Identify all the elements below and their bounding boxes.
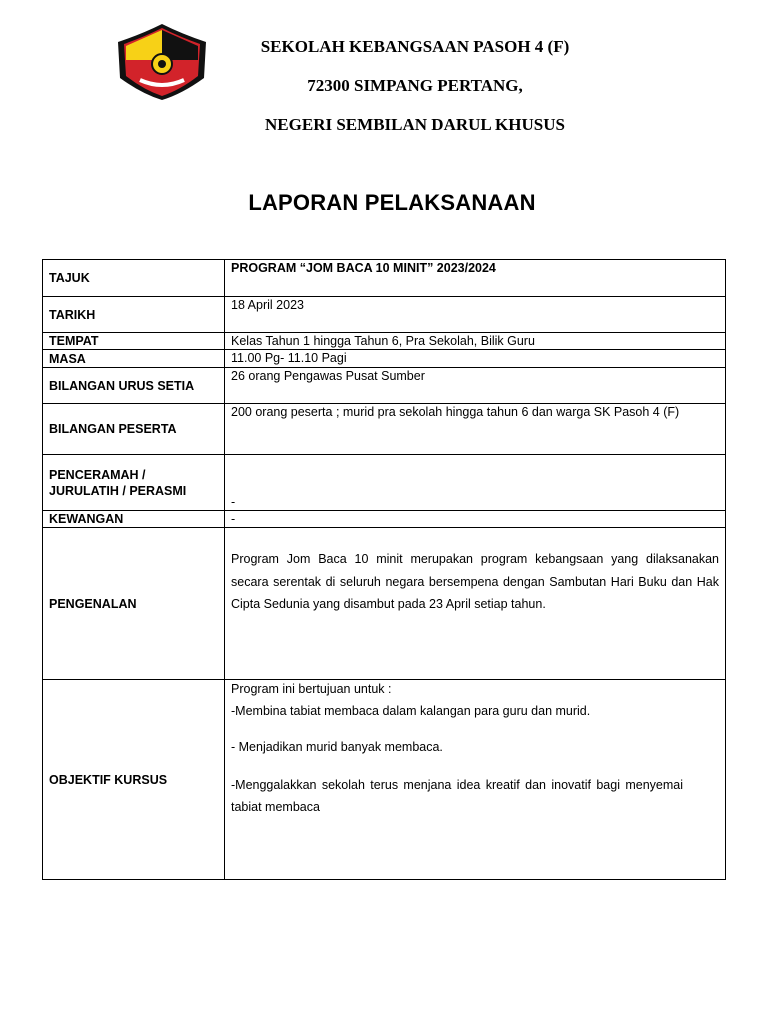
objektif-item: -Menggalakkan sekolah terus menjana idea kreatif dan inovatif bagi menyemai tabiat membaca (231, 778, 683, 814)
row-value-masa: 11.00 Pg- 11.10 Pagi (225, 350, 726, 368)
table-row (43, 297, 726, 333)
row-label-tarikh: TARIKH (43, 297, 225, 333)
row-value-kewangan: - (225, 511, 726, 528)
row-label-objektif: OBJEKTIF KURSUS (43, 680, 225, 880)
table-row (43, 528, 726, 680)
row-value-tempat: Kelas Tahun 1 hingga Tahun 6, Pra Sekolah, Bilik Guru (225, 333, 726, 350)
row-value-objektif (225, 680, 726, 880)
school-name: SEKOLAH KEBANGSAAN PASOH 4 (F) (260, 37, 570, 56)
row-label-tajuk: TAJUK (43, 260, 225, 297)
table-row (43, 260, 726, 297)
row-label-urus-setia: BILANGAN URUS SETIA (43, 368, 225, 404)
row-value-tajuk: PROGRAM “JOM BACA 10 MINIT” 2023/2024 (225, 260, 726, 297)
row-value-penceramah: - (225, 455, 726, 511)
table-row (43, 455, 726, 511)
row-label-pengenalan: PENGENALAN (43, 528, 225, 680)
table-row (43, 404, 726, 455)
row-label-masa: MASA (43, 350, 225, 368)
row-value-tarikh: 18 April 2023 (225, 297, 726, 333)
table-row (43, 680, 726, 880)
report-title: LAPORAN PELAKSANAAN (248, 190, 536, 215)
school-crest-icon (112, 20, 212, 102)
row-label-penceramah: PENCERAMAH / JURULATIH / PERASMI (43, 455, 225, 511)
table-row (43, 350, 726, 368)
objektif-intro: Program ini bertujuan untuk : (231, 682, 392, 696)
row-value-pengenalan-cell (225, 528, 726, 680)
row-value-urus-setia: 26 orang Pengawas Pusat Sumber (225, 368, 726, 404)
row-label-kewangan: KEWANGAN (43, 511, 225, 528)
table-row (43, 368, 726, 404)
row-label-peserta: BILANGAN PESERTA (43, 404, 225, 455)
school-address: 72300 SIMPANG PERTANG, (307, 76, 523, 95)
objektif-item: - Menjadikan murid banyak membaca. (231, 740, 443, 754)
row-value-peserta: 200 orang peserta ; murid pra sekolah hingga tahun 6 dan warga SK Pasoh 4 (F) (225, 404, 726, 455)
report-table (42, 259, 726, 880)
objektif-item: -Membina tabiat membaca dalam kalangan para guru dan murid. (231, 704, 591, 718)
row-label-tempat: TEMPAT (43, 333, 225, 350)
table-row (43, 511, 726, 528)
row-value-pengenalan: Program Jom Baca 10 minit merupakan program kebangsaan yang dilaksanakan secara serentak di seluruh negara bersempena dengan Sambutan Hari Buku dan Hak Cipta Sedunia yang disambut pada 23 April setiap tahun. (231, 552, 719, 611)
school-state: NEGERI SEMBILAN DARUL KHUSUS (265, 115, 565, 134)
table-row (43, 333, 726, 350)
